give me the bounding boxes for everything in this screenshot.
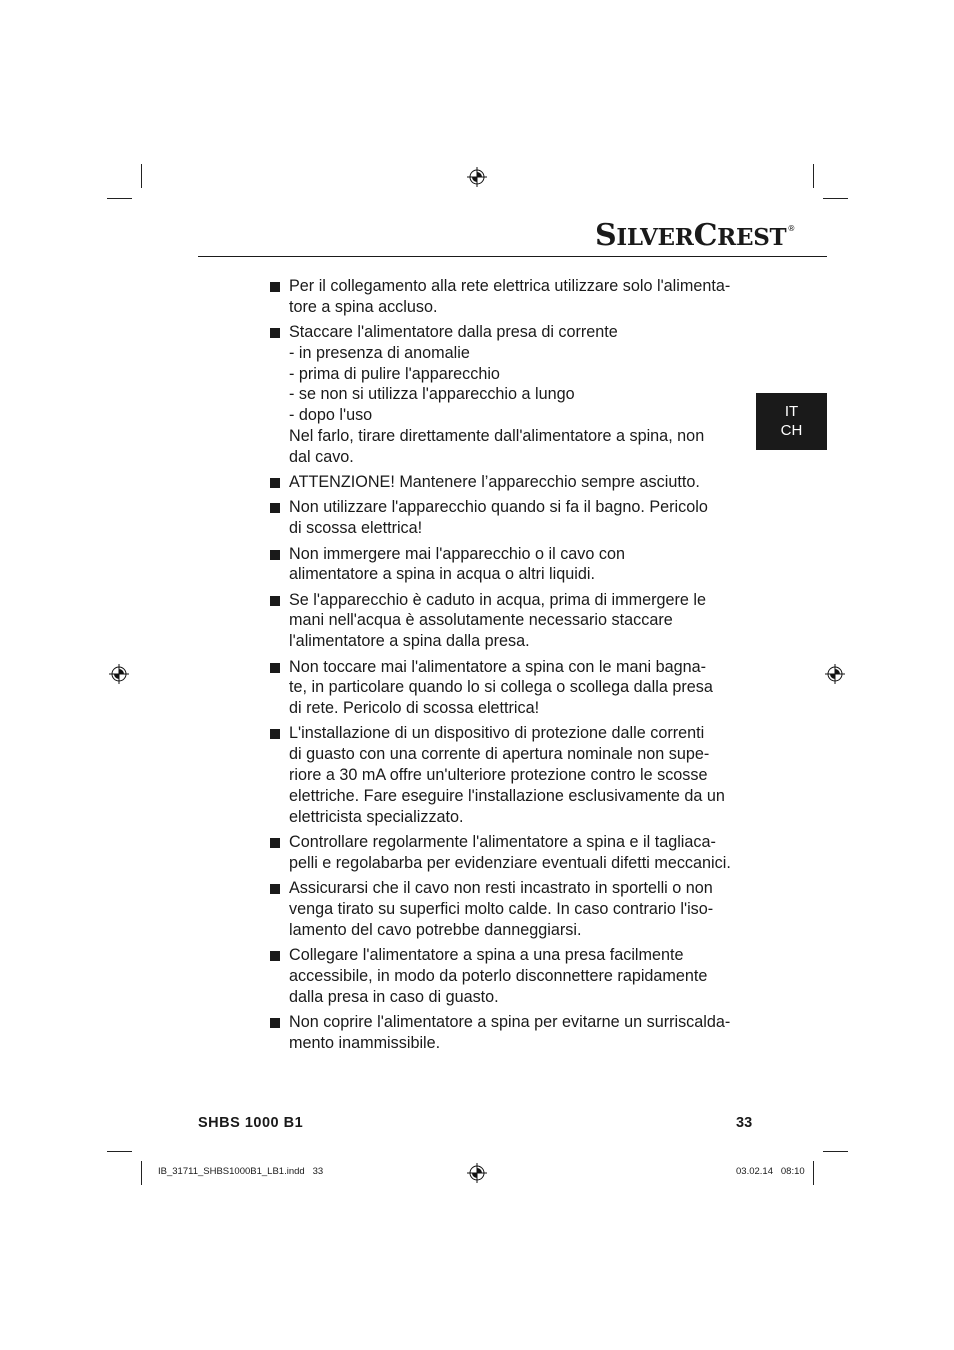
list-item	[270, 497, 740, 539]
list-item-line: Per il collegamento alla rete elettrica utilizzare solo l'alimenta-	[289, 277, 731, 295]
registration-mark-icon	[467, 167, 487, 187]
crop-mark	[813, 1161, 814, 1185]
crop-mark	[141, 1161, 142, 1185]
list-item-line: dal cavo.	[289, 447, 354, 466]
list-item-line: - dopo l'uso	[289, 406, 373, 425]
list-item-line: Staccare l'alimentatore dalla presa di corrente	[289, 323, 618, 342]
list-item-line: Non coprire l'alimentatore a spina per evitarne un surriscalda-	[289, 1012, 731, 1031]
square-bullet-icon	[270, 729, 280, 739]
list-item-line: l'alimentatore a spina dalla presa.	[289, 632, 530, 651]
list-item-line: di rete. Pericolo di scossa elettrica!	[289, 699, 540, 718]
list-item	[270, 472, 740, 493]
list-item-line: Nel farlo, tirare direttamente dall'alimentatore a spina, non	[289, 427, 705, 446]
list-item-line: Se l'apparecchio è caduto in acqua, prima di immergere le	[289, 590, 706, 609]
page-number: 33	[736, 1115, 753, 1131]
list-item-line: Non utilizzare l'apparecchio quando si fa il bagno. Pericolo	[289, 498, 708, 517]
square-bullet-icon	[270, 596, 280, 606]
list-item-line: dalla presa in caso di guasto.	[289, 987, 499, 1006]
crop-mark	[141, 164, 142, 188]
list-item-line: di scossa elettrica!	[289, 519, 423, 538]
slug-datetime: 03.02.14 08:10	[736, 1166, 805, 1177]
list-item-line: venga tirato su superfici molto calde. In caso contrario l'iso-	[289, 899, 714, 918]
square-bullet-icon	[270, 328, 280, 338]
country-code: CH	[780, 422, 803, 439]
list-item-line: alimentatore a spina in acqua o altri liquidi.	[289, 565, 595, 584]
list-item-line: Non immergere mai l'apparecchio o il cavo con	[289, 544, 625, 563]
list-item-line: lamento del cavo potrebbe danneggiarsi.	[289, 920, 582, 939]
list-item	[270, 723, 740, 827]
list-item-line: ATTENZIONE! Mantenere l’apparecchio sempre asciutto.	[289, 473, 700, 492]
list-item-line: tore a spina accluso.	[289, 297, 438, 316]
list-item-line: riore a 30 mA offre un'ulteriore protezione contro le scosse	[289, 766, 708, 785]
list-item-line: Collegare l'alimentatore a spina a una presa facilmente	[289, 945, 684, 964]
square-bullet-icon	[270, 951, 280, 961]
list-item-line: te, in particolare quando lo si collega o scollega dalla presa	[289, 678, 713, 697]
list-item-line: L'installazione di un dispositivo di protezione dalle correnti	[289, 724, 705, 743]
slug-filename: IB_31711_SHBS1000B1_LB1.indd 33	[158, 1166, 324, 1177]
list-item-line: Assicurarsi che il cavo non resti incastrato in sportelli o non	[289, 879, 713, 898]
language-code: IT	[784, 403, 799, 420]
list-item	[270, 322, 740, 468]
list-item-line: - prima di pulire l'apparecchio	[289, 364, 500, 383]
list-item-line: Non toccare mai l'alimentatore a spina con le mani bagna-	[289, 657, 706, 676]
language-tab	[756, 393, 827, 450]
crop-mark	[823, 198, 848, 199]
list-item-line: mento inammissibile.	[289, 1033, 441, 1052]
square-bullet-icon	[270, 1018, 280, 1028]
crop-mark	[107, 198, 132, 199]
registration-mark-icon	[109, 664, 129, 684]
list-item-line: elettricista specializzato.	[289, 807, 464, 826]
square-bullet-icon	[270, 663, 280, 673]
registration-mark-icon	[825, 664, 845, 684]
crop-mark	[823, 1151, 848, 1152]
list-item	[270, 945, 740, 1007]
header-rule	[198, 256, 827, 257]
square-bullet-icon	[270, 478, 280, 488]
square-bullet-icon	[270, 282, 280, 292]
list-item	[270, 657, 740, 719]
brand-logo: SILVERCREST®	[595, 218, 796, 253]
list-item-line: pelli e regolabarba per evidenziare eventuali difetti meccanici.	[289, 853, 731, 872]
list-item	[270, 878, 740, 940]
list-item-line: accessibile, in modo da poterlo disconnettere rapidamente	[289, 966, 708, 985]
list-item-line: - in presenza di anomalie	[289, 343, 470, 362]
registration-mark-icon	[467, 1163, 487, 1183]
list-item	[270, 590, 740, 652]
list-item-line: - se non si utilizza l'apparecchio a lungo	[289, 385, 575, 404]
model-number: SHBS 1000 B1	[198, 1115, 304, 1131]
crop-mark	[107, 1151, 132, 1152]
square-bullet-icon	[270, 838, 280, 848]
list-item	[270, 544, 740, 586]
square-bullet-icon	[270, 550, 280, 560]
list-item	[270, 832, 740, 874]
list-item-line: Controllare regolarmente l'alimentatore a spina e il tagliaca-	[289, 832, 716, 851]
list-item	[270, 1012, 740, 1054]
square-bullet-icon	[270, 884, 280, 894]
square-bullet-icon	[270, 503, 280, 513]
list-item-line: di guasto con una corrente di apertura nominale non supe-	[289, 745, 710, 764]
list-item-line: elettriche. Fare eseguire l'installazione esclusivamente da un	[289, 786, 725, 805]
safety-instructions-list	[270, 276, 740, 1058]
crop-mark	[813, 164, 814, 188]
list-item	[270, 276, 740, 318]
list-item-line: mani nell'acqua è assolutamente necessario staccare	[289, 611, 673, 630]
